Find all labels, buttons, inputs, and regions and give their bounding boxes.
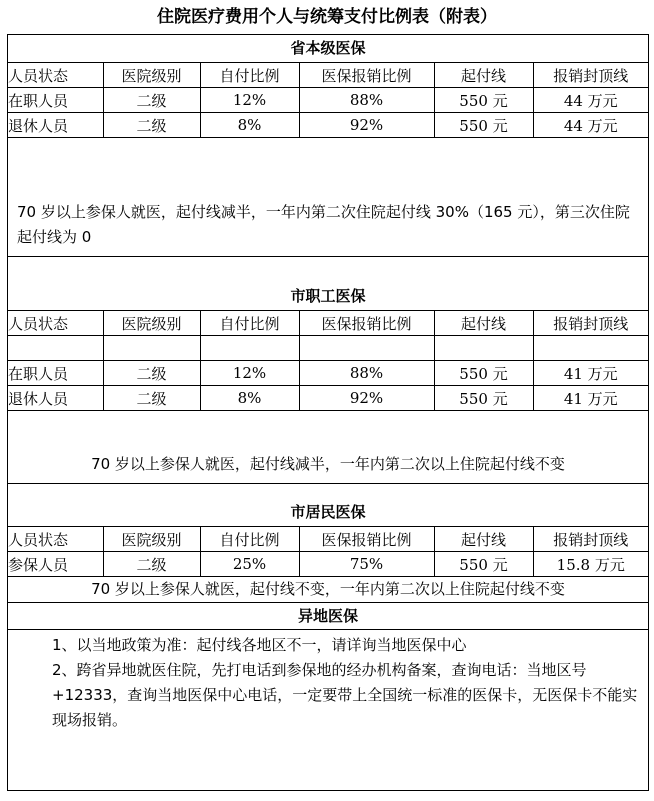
header-cell: 人员状态 bbox=[8, 527, 103, 552]
table-cell: 92% bbox=[299, 386, 434, 411]
header-row bbox=[8, 311, 648, 336]
table-cell: 12% bbox=[200, 88, 299, 113]
table-cell: 二级 bbox=[103, 88, 200, 113]
table-cell: 退休人员 bbox=[8, 386, 103, 411]
table-cell: 92% bbox=[299, 113, 434, 138]
table-cell: 44 万元 bbox=[533, 88, 648, 113]
table-cell: 退休人员 bbox=[8, 113, 103, 138]
table-cell: 550 元 bbox=[434, 386, 533, 411]
table-cell: 二级 bbox=[103, 113, 200, 138]
city-worker-note: 70 岁以上参保人就医，起付线减半，一年内第二次以上住院起付线不变 bbox=[91, 455, 565, 473]
header-cell: 报销封顶线 bbox=[533, 63, 648, 88]
table-cell: 25% bbox=[200, 552, 299, 577]
header-cell: 报销封顶线 bbox=[533, 527, 648, 552]
table-cell: 550 元 bbox=[434, 552, 533, 577]
header-cell: 医院级别 bbox=[103, 63, 200, 88]
header-cell: 报销封顶线 bbox=[533, 311, 648, 336]
header-row bbox=[8, 527, 648, 552]
section-heading-provincial: 省本级医保 bbox=[290, 39, 366, 57]
table-cell: 550 元 bbox=[434, 113, 533, 138]
header-cell: 人员状态 bbox=[8, 63, 103, 88]
section-heading-city-resident: 市居民医保 bbox=[8, 483, 648, 526]
header-cell: 医院级别 bbox=[103, 527, 200, 552]
section-heading-other-region: 异地医保 bbox=[8, 602, 648, 630]
header-cell: 起付线 bbox=[434, 63, 533, 88]
list-item: 1、以当地政策为准：起付线各地区不一，请详询当地医保中心 bbox=[52, 636, 467, 654]
table-row bbox=[8, 552, 648, 577]
header-cell: 医保报销比例 bbox=[299, 527, 434, 552]
table-cell: 88% bbox=[299, 88, 434, 113]
section-heading-city-worker: 市职工医保 bbox=[8, 256, 648, 310]
table-cell: 二级 bbox=[103, 552, 200, 577]
provincial-table bbox=[8, 62, 648, 138]
rate-table bbox=[7, 34, 649, 791]
table-cell: 8% bbox=[200, 386, 299, 411]
city-resident-note: 70 岁以上参保人就医，起付线不变，一年内第二次以上住院起付线不变 bbox=[91, 580, 565, 598]
table-cell: 550 元 bbox=[434, 361, 533, 386]
table-row bbox=[8, 361, 648, 386]
header-cell: 医院级别 bbox=[103, 311, 200, 336]
header-cell: 自付比例 bbox=[200, 527, 299, 552]
table-cell: 550 元 bbox=[434, 88, 533, 113]
table-cell: 44 万元 bbox=[533, 113, 648, 138]
table-cell: 二级 bbox=[103, 386, 200, 411]
document-title: 住院医疗费用个人与统筹支付比例表（附表） bbox=[157, 7, 497, 27]
table-cell: 12% bbox=[200, 361, 299, 386]
header-cell: 自付比例 bbox=[200, 311, 299, 336]
city-resident-table bbox=[8, 526, 648, 577]
table-cell: 15.8 万元 bbox=[533, 552, 648, 577]
table-row bbox=[8, 88, 648, 113]
table-cell: 参保人员 bbox=[8, 552, 103, 577]
table-cell: 二级 bbox=[103, 361, 200, 386]
table-row bbox=[8, 386, 648, 411]
city-worker-table bbox=[8, 310, 648, 411]
other-region-notes bbox=[8, 633, 648, 733]
table-row bbox=[8, 113, 648, 138]
table-cell: 在职人员 bbox=[8, 361, 103, 386]
header-row bbox=[8, 63, 648, 88]
provincial-note: 70 岁以上参保人就医，起付线减半，一年内第二次住院起付线 30%（165 元），第三次住院起付线为 0 bbox=[17, 203, 630, 246]
empty-row bbox=[8, 336, 648, 361]
header-cell: 起付线 bbox=[434, 527, 533, 552]
header-cell: 自付比例 bbox=[200, 63, 299, 88]
table-cell: 在职人员 bbox=[8, 88, 103, 113]
table-cell: 41 万元 bbox=[533, 386, 648, 411]
list-item: 2、跨省异地就医住院，先打电话到参保地的经办机构备案，查询电话：当地区号+12333，查询当地医保中心电话，一定要带上全国统一标准的医保卡，无医保卡不能实现场报销。 bbox=[52, 661, 638, 729]
header-cell: 医保报销比例 bbox=[299, 63, 434, 88]
header-cell: 起付线 bbox=[434, 311, 533, 336]
table-cell: 8% bbox=[200, 113, 299, 138]
header-cell: 人员状态 bbox=[8, 311, 103, 336]
table-cell: 75% bbox=[299, 552, 434, 577]
table-cell: 88% bbox=[299, 361, 434, 386]
table-cell: 41 万元 bbox=[533, 361, 648, 386]
header-cell: 医保报销比例 bbox=[299, 311, 434, 336]
